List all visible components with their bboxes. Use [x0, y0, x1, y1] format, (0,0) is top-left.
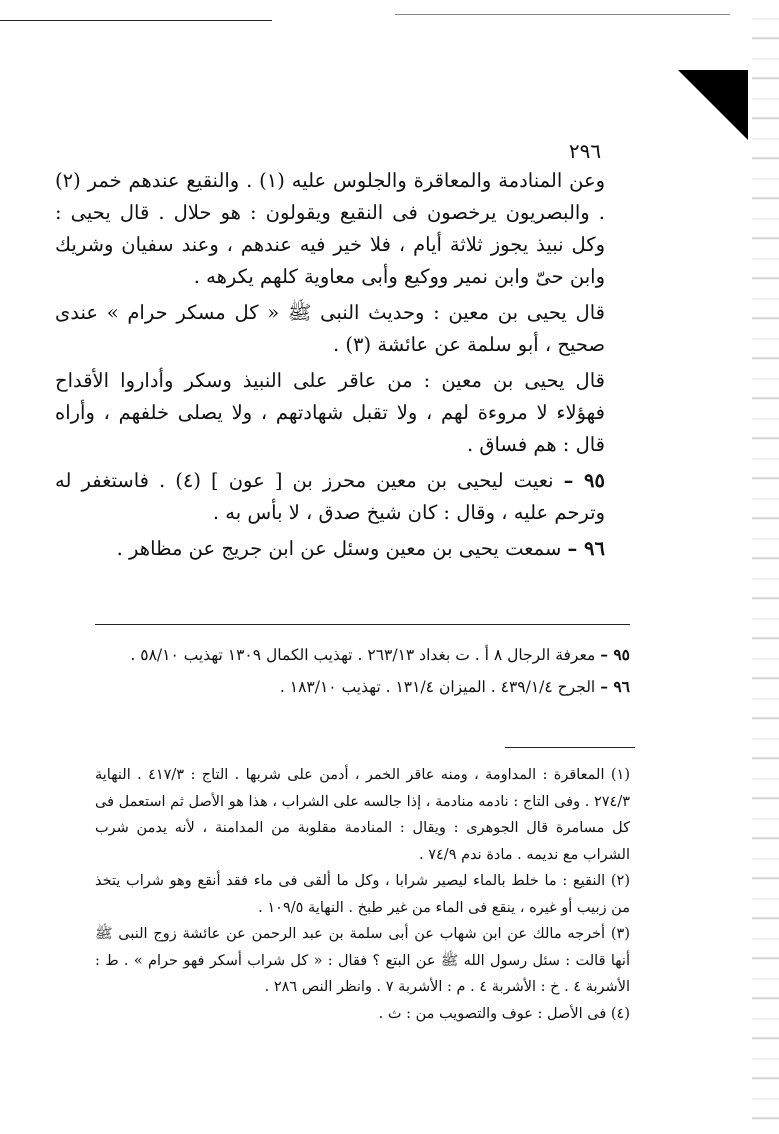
footnote: (٣) أخرجه مالك عن ابن شهاب عن أبى سلمة بن عبد الرحمن عن عائشة زوج النبى ﷺ أنها قالت : سئل رسول الله ﷺ عن البتع ؟ فقال : « كل شراب أسكر فهو حرام » . ط : الأشربة ٤ . خ : الأشربة ٤ . م : الأشربة ٧ . وانظر النص ٢٨٦ . [95, 926, 630, 995]
reference-item: ٩٦ – الجرح ٤٣٩/١/٤ . الميزان ١٣١/٤ . تهذيب ١٨٣/١٠ . [279, 677, 630, 696]
main-paragraph: وعن المنادمة والمعاقرة والجلوس عليه (١) . والنقيع عندهم خمر (٢) . والبصريون يرخصون فى النقيع ويقولون : هو حلال . قال يحيى : وكل نبيذ يجوز ثلاثة أيام ، فلا خير فيه عندهم ، وعند سفيان وشريك وابن حىّ وابن نمير ووكيع وأبى معاوية كلهم يكرهه . [55, 169, 606, 288]
main-paragraph: قال يحيى بن معين : من عاقر على النبيذ وسكر وأداروا الأقداح فهؤلاء لا مروءة لهم ، ولا تقبل شهادتهم ، ولا يصلى خلفهم ، وأراه قال : هم فساق . [55, 369, 605, 456]
references [95, 640, 630, 704]
footnote: (٤) فى الأصل : عوف والتصويب من : ث . [378, 1005, 630, 1022]
page-edge-shadow [752, 0, 779, 1134]
main-paragraph: قال يحيى بن معين : وحديث النبى ﷺ « كل مسكر حرام » عندى صحيح ، أبو سلمة عن عائشة (٣) . [55, 301, 605, 356]
top-right-rule [395, 14, 730, 15]
footnotes-separator [505, 747, 635, 748]
main-text [55, 165, 605, 569]
reference-item: ٩٥ – معرفة الرجال ٨ أ . ت بغداد ٢٦٣/١٣ . تهذيب الكمال ١٣٠٩ تهذيب ٥٨/١٠ . [130, 645, 630, 664]
main-paragraph: ٩٥ – نعيت ليحيى بن معين محرز بن [ عون ] (٤) . فاستغفر له وترحم عليه ، وقال : كان شيخ صدق ، لا بأس به . [55, 469, 605, 524]
main-paragraph: ٩٦ – سمعت يحيى بن معين وسئل عن ابن جريج عن مظاهر . [116, 537, 605, 560]
footnote: (١) المعاقرة : المداومة ، ومنه عاقر الخمر ، أدمن على شربها . التاج : ٤١٧/٣ . النهاية ٢٧٤/٣ . وفى التاج : نادمه منادمة ، إذا جالسه على الشراب ، هذا هو الأصل ثم استعمل فى كل مسامرة قال الجوهرى : ويقال : المنادمة مقلوبة من المدامنة ، لأنه يدمن شرب الشراب مع نديمه . مادة ندم ٧٤/٩ . [95, 767, 630, 863]
references-separator [95, 624, 630, 625]
footnotes [95, 762, 630, 1027]
top-left-rule [0, 20, 272, 21]
footnote: (٢) النقيع : ما خلط بالماء ليصير شرابا ، وكل ما ألقى فى ماء فقد أنقع وهو شراب يتخذ من زبيب أو غيره ، ينقع فى الماء من غير طبخ . النهاية ١٠٩/٥ . [95, 873, 630, 916]
corner-triangle-mark [678, 70, 748, 140]
page-number: ٢٩٦ [568, 139, 602, 163]
